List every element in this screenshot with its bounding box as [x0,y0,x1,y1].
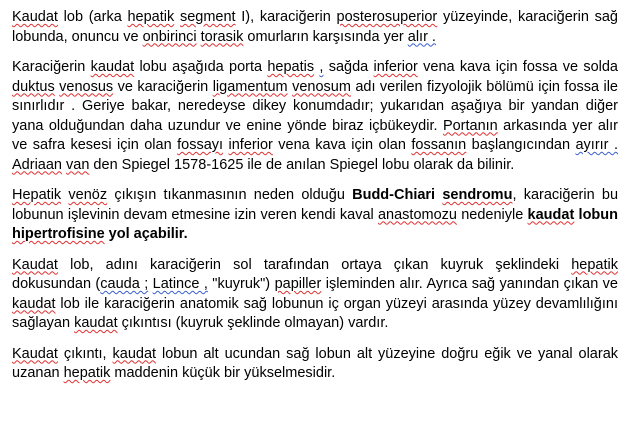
text-segment: hepatik [63,365,111,381]
text-segment: ligamentum [212,78,288,95]
text-segment: torasik [200,28,244,45]
text-segment: Latince , [152,276,208,292]
text-segment: papiller [274,276,322,292]
text-segment: kaudat [74,315,118,331]
text-segment: inferior [228,137,273,153]
text-segment: sendromu [442,187,513,203]
text-segment: lobun [574,206,618,223]
text-segment: Portanın [442,117,498,134]
text-segment: Hepatik [12,187,62,203]
text-segment: yüzeyinde, karaciğerin sağ lobunda, onuncu ve [12,9,618,45]
text-segment: Karaciğerin [12,59,91,75]
text-segment: hepatik [571,256,618,273]
text-segment: yol açabilir. [104,226,188,242]
text-segment: hipertrofisine [12,226,105,242]
text-segment: işleminden alır. Ayrıca sağ yanından çıkan ve [321,276,618,292]
bold-text [105,226,188,242]
text-segment: venöz [68,187,108,203]
paragraph-5 [12,345,618,384]
text-segment: , [319,59,324,75]
bold-text [12,226,105,242]
bold-text [528,207,575,223]
bold-text [574,207,618,223]
paragraph-1 [12,8,618,47]
text-segment: kaudat [527,206,575,223]
text-segment: arkasında yer alır ve safra kesesi için olan [12,117,618,153]
text-segment: "kuyruk") [207,276,275,292]
text-segment: segment [179,9,236,25]
text-segment: alır . [407,28,436,45]
text-segment: çıkışın tıkanmasının neden olduğu [107,187,353,203]
text-segment: , karaciğerin bu lobunun işlevinin devam etmesine izin veren kendi kaval [12,187,619,223]
text-segment: ayırır . [575,137,618,153]
text-segment: dokusundan ( [12,276,101,292]
text-segment: kaudat [112,345,157,362]
text-segment: venosum [292,78,351,95]
text-segment: sağda [323,59,374,75]
text-segment: vena kava için fossa ve solda [417,59,618,75]
text-segment: çıkıntı, [57,345,113,362]
text-segment: inferior [373,59,418,75]
text-segment: posterosuperior [336,9,438,25]
text-segment: çıkıntısı (kuyruk şeklinde olmayan) vardır. [117,315,389,331]
text-segment: lobu aşağıda porta [134,59,268,75]
text-segment: anastomozu [377,206,457,223]
text-segment: fossayı [177,137,224,153]
bold-text [352,187,435,203]
text-segment: Kaudat [12,9,58,25]
bold-text [442,187,512,203]
text-segment: Kaudat [12,256,58,273]
text-segment: Budd-Chiari [352,187,436,203]
text-segment: kaudat [90,59,135,75]
text-segment: duktus [12,78,55,95]
text-segment: venosus [59,78,114,95]
text-segment: van [66,156,90,173]
document-page [12,8,618,395]
text-segment: ve karaciğerin [113,78,213,95]
text-segment: cauda ; [100,276,149,292]
paragraph-4 [12,256,618,334]
text-segment: hepatis [267,59,315,75]
text-segment: nedeniyle [456,206,528,223]
text-segment: başlangıcından [466,137,576,153]
text-segment: lob (arka [57,9,128,25]
text-segment: I), karaciğerin [235,9,337,25]
text-segment: vena kava için olan [272,137,412,153]
text-segment: kaudat [12,295,56,312]
text-segment: lob ile karaciğerin anatomik sağ lobunun iç organ yüzeyi arasında yüzey devamlılığını sağlayan [12,295,618,331]
text-segment: maddenin küçük bir yükselmesidir. [110,365,336,381]
text-segment: den Spiegel 1578-1625 ile de anılan Spiegel lobu olarak da bilinir. [89,156,515,173]
text-segment: lobun alt ucundan sağ lobun alt yüzeyine doğru eğik ve yanal olarak uzanan [12,345,619,381]
text-segment: hepatik [127,9,175,25]
text-segment: lob, adını karaciğerin sol tarafından ortaya çıkan kuyruk şeklindeki [57,256,572,273]
text-segment: Kaudat [12,345,58,362]
text-segment: fossanın [411,137,467,153]
text-segment: onbirinci [142,28,197,45]
text-segment: Adriaan [12,156,62,173]
text-segment: omurların karşısında yer [243,28,408,45]
paragraph-2 [12,58,618,175]
text-segment: adı verilen fizyolojik bölümü için fossa ile sınırlıdır . Geriye bakar, neredeyse dikey konumdadır; yukarıdan aşağıya bir yandan diğer yana olduğundan daha uzundur ve enine yönde biraz içbükeydir. [12,78,619,134]
paragraph-3 [12,186,618,245]
